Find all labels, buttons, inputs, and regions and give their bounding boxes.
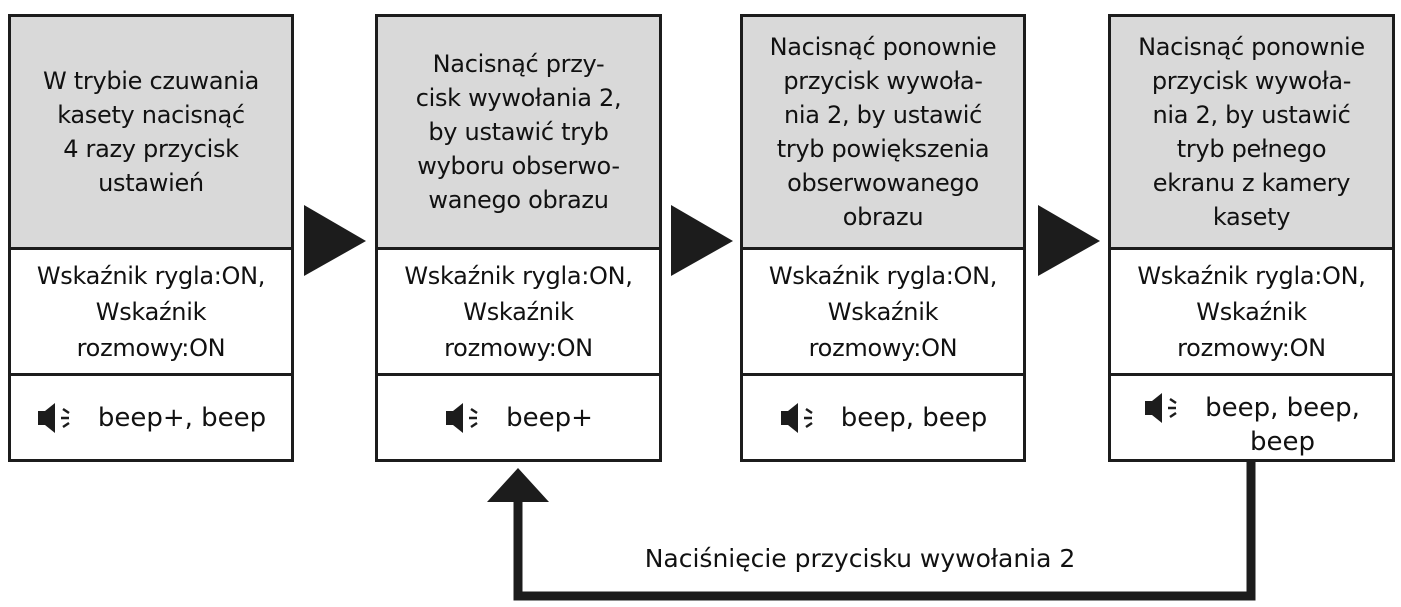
loop-caption: Naciśnięcie przycisku wywołania 2 — [644, 544, 1076, 573]
step-1-sound-text: beep+, beep — [97, 402, 267, 433]
step-4-action-text: Nacisnąć ponownie przycisk wywoła- nia 2, by ustawić tryb pełnego ekranu z kamery kasety — [1138, 33, 1365, 231]
up-arrow-icon — [487, 468, 549, 502]
step-2-indicators-text: Wskaźnik rygla:ON, Wskaźnik rozmowy:ON — [404, 261, 633, 362]
step-3-action-text: Nacisnąć ponownie przycisk wywoła- nia 2, by ustawić tryb powiększenia obserwowanego obrazu — [769, 33, 997, 231]
step-1-action-text: W trybie czuwania kasety nacisnąć 4 razy przycisk ustawień — [43, 67, 259, 197]
step-1-indicators-text: Wskaźnik rygla:ON, Wskaźnik rozmowy:ON — [36, 261, 266, 362]
step-2-sound-text: beep+ — [506, 402, 593, 433]
step-4-sound-text: beep, beep, beep — [1205, 392, 1360, 457]
step-4-indicators-text: Wskaźnik rygla:ON, Wskaźnik rozmowy:ON — [1137, 261, 1366, 362]
right-triangle-arrow-icon — [1038, 205, 1100, 276]
step-2-action-text: Nacisnąć przy- cisk wywołania 2, by ustawić tryb wyboru obserwo- wanego obrazu — [415, 50, 622, 214]
step-3-indicators-text: Wskaźnik rygla:ON, Wskaźnik rozmowy:ON — [768, 261, 998, 362]
step-3-sound-text: beep, beep — [840, 402, 988, 433]
right-triangle-arrow-icon — [304, 205, 366, 276]
right-triangle-arrow-icon — [671, 205, 733, 276]
